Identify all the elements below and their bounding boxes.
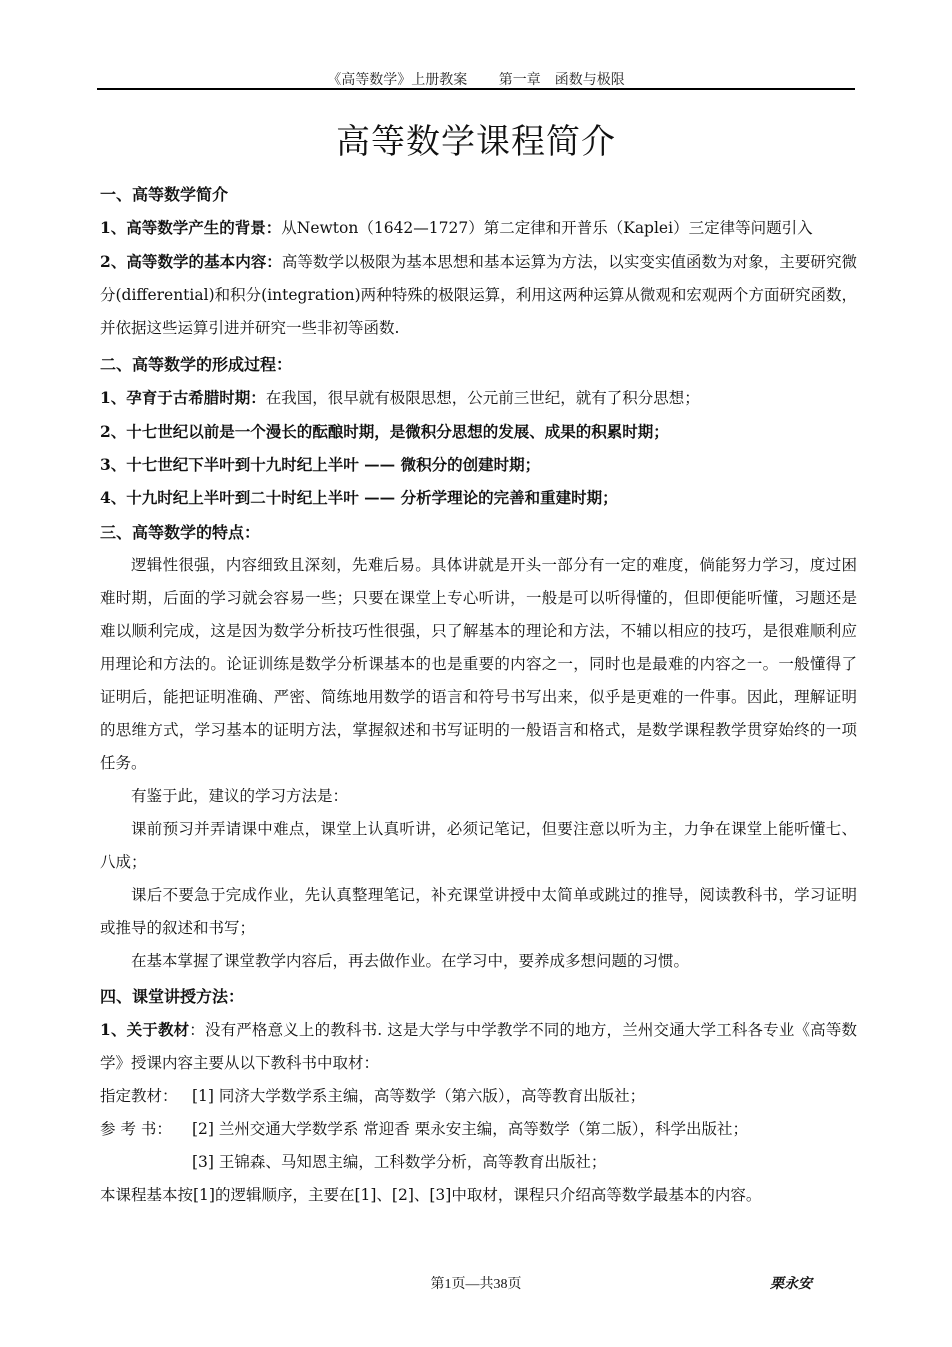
reference-row [100, 1080, 857, 1113]
paragraph: 有鉴于此，建议的学习方法是： [131, 787, 349, 805]
header-rule [97, 88, 855, 90]
list-item: 2、十七世纪以前是一个漫长的酝酿时期，是微积分思想的发展、成果的积累时期； [100, 422, 669, 441]
page-number: 第1页—共38页 [430, 1277, 522, 1292]
reference-key: 指定教材： [100, 1087, 178, 1105]
reference-row [100, 1113, 857, 1146]
reference-text: [1] 同济大学数学系主编，高等数学（第六版），高等教育出版社； [192, 1087, 646, 1105]
section-history [100, 348, 857, 514]
reference-key: 参 考 书： [100, 1120, 172, 1138]
reference-text: [2] 兰州交通大学数学系 常迎香 栗永安主编，高等数学（第二版），科学出版社； [192, 1120, 748, 1138]
section-features [100, 516, 857, 978]
paragraph: 逻辑性很强，内容细致且深刻，先难后易。具体讲就是开头一部分有一定的难度，倘能努力学习，度过困难时期，后面的学习就会容易一些；只要在课堂上专心听讲，一般是可以听得懂的，但即便能听懂，习题还是难以顺利完成，这是因为数学分析技巧性很强，只了解基本的理论和方法，不辅以相应的技巧，是很难顺利应用理论和方法的。论证训练是数学分析课基本的也是重要的内容之一，同时也是最难的内容之一。一般懂得了证明后，能把证明准确、严密、简练地用数学的语言和符号书写出来，似乎是更难的一件事。因此，理解证明的思维方式，学习基本的证明方法，掌握叙述和书写证明的一般语言和格式，是数学课程教学贯穿始终的一项任务。 [100, 556, 857, 772]
paragraph-textbook: 1、关于教材：没有严格意义上的教科书. 这是大学与中学教学不同的地方，兰州交通大学工科各专业《高等数学》授课内容主要从以下教科书中取材： [100, 1020, 858, 1072]
reference-text: [3] 王锦森、马知恩主编，工科数学分析，高等教育出版社； [192, 1153, 607, 1171]
section-heading: 三、高等数学的特点： [100, 523, 261, 542]
paragraph-background: 1、高等数学产生的背景：从Newton（1642—1727）第二定律和开普乐（Kaplei）三定律等问题引入 [100, 218, 813, 237]
author-name: 栗永安 [770, 1276, 812, 1292]
list-item: 3、十七世纪下半叶到十九时纪上半叶 —— 微积分的创建时期； [100, 455, 541, 474]
header-book-title: 《高等数学》上册教案 [327, 73, 468, 88]
paragraph: 在基本掌握了课堂教学内容后，再去做作业。在学习中，要养成多想问题的习惯。 [131, 952, 690, 970]
header-chapter: 第一章 函数与极限 [498, 73, 625, 88]
paragraph-content: 2、高等数学的基本内容：高等数学以极限为基本思想和基本运算为方法，以实变实值函数为对象，主要研究微分(differential)和积分(integration)两种特殊的极限运算，利用这两种运算从微观和宏观两个方面研究函数，并依据这些运算引进并研究一些非初等函数. [100, 252, 857, 337]
page-title: 高等数学课程简介 [336, 122, 616, 162]
list-item: 1、孕育于古希腊时期：在我国，很早就有极限思想，公元前三世纪，就有了积分思想； [100, 388, 700, 407]
paragraph-closing: 本课程基本按[1]的逻辑顺序，主要在[1]、[2]、[3]中取材，课程只介绍高等数学最基本的内容。 [100, 1186, 762, 1204]
list-item: 4、十九时纪上半叶到二十时纪上半叶 —— 分析学理论的完善和重建时期； [100, 488, 618, 507]
paragraph: 课前预习并弄请课中难点，课堂上认真听讲，必须记笔记，但要注意以听为主，力争在课堂上能听懂七、八成； [100, 820, 857, 871]
section-heading: 四、课堂讲授方法： [100, 987, 245, 1006]
section-teaching [100, 980, 857, 1212]
section-intro [100, 178, 857, 345]
section-heading: 二、高等数学的形成过程： [100, 355, 293, 374]
section-heading: 一、高等数学简介 [100, 185, 229, 204]
paragraph: 课后不要急于完成作业，先认真整理笔记，补充课堂讲授中太简单或跳过的推导，阅读教科书，学习证明或推导的叙述和书写； [100, 886, 857, 937]
page-header [97, 69, 855, 89]
reference-row [100, 1146, 857, 1179]
